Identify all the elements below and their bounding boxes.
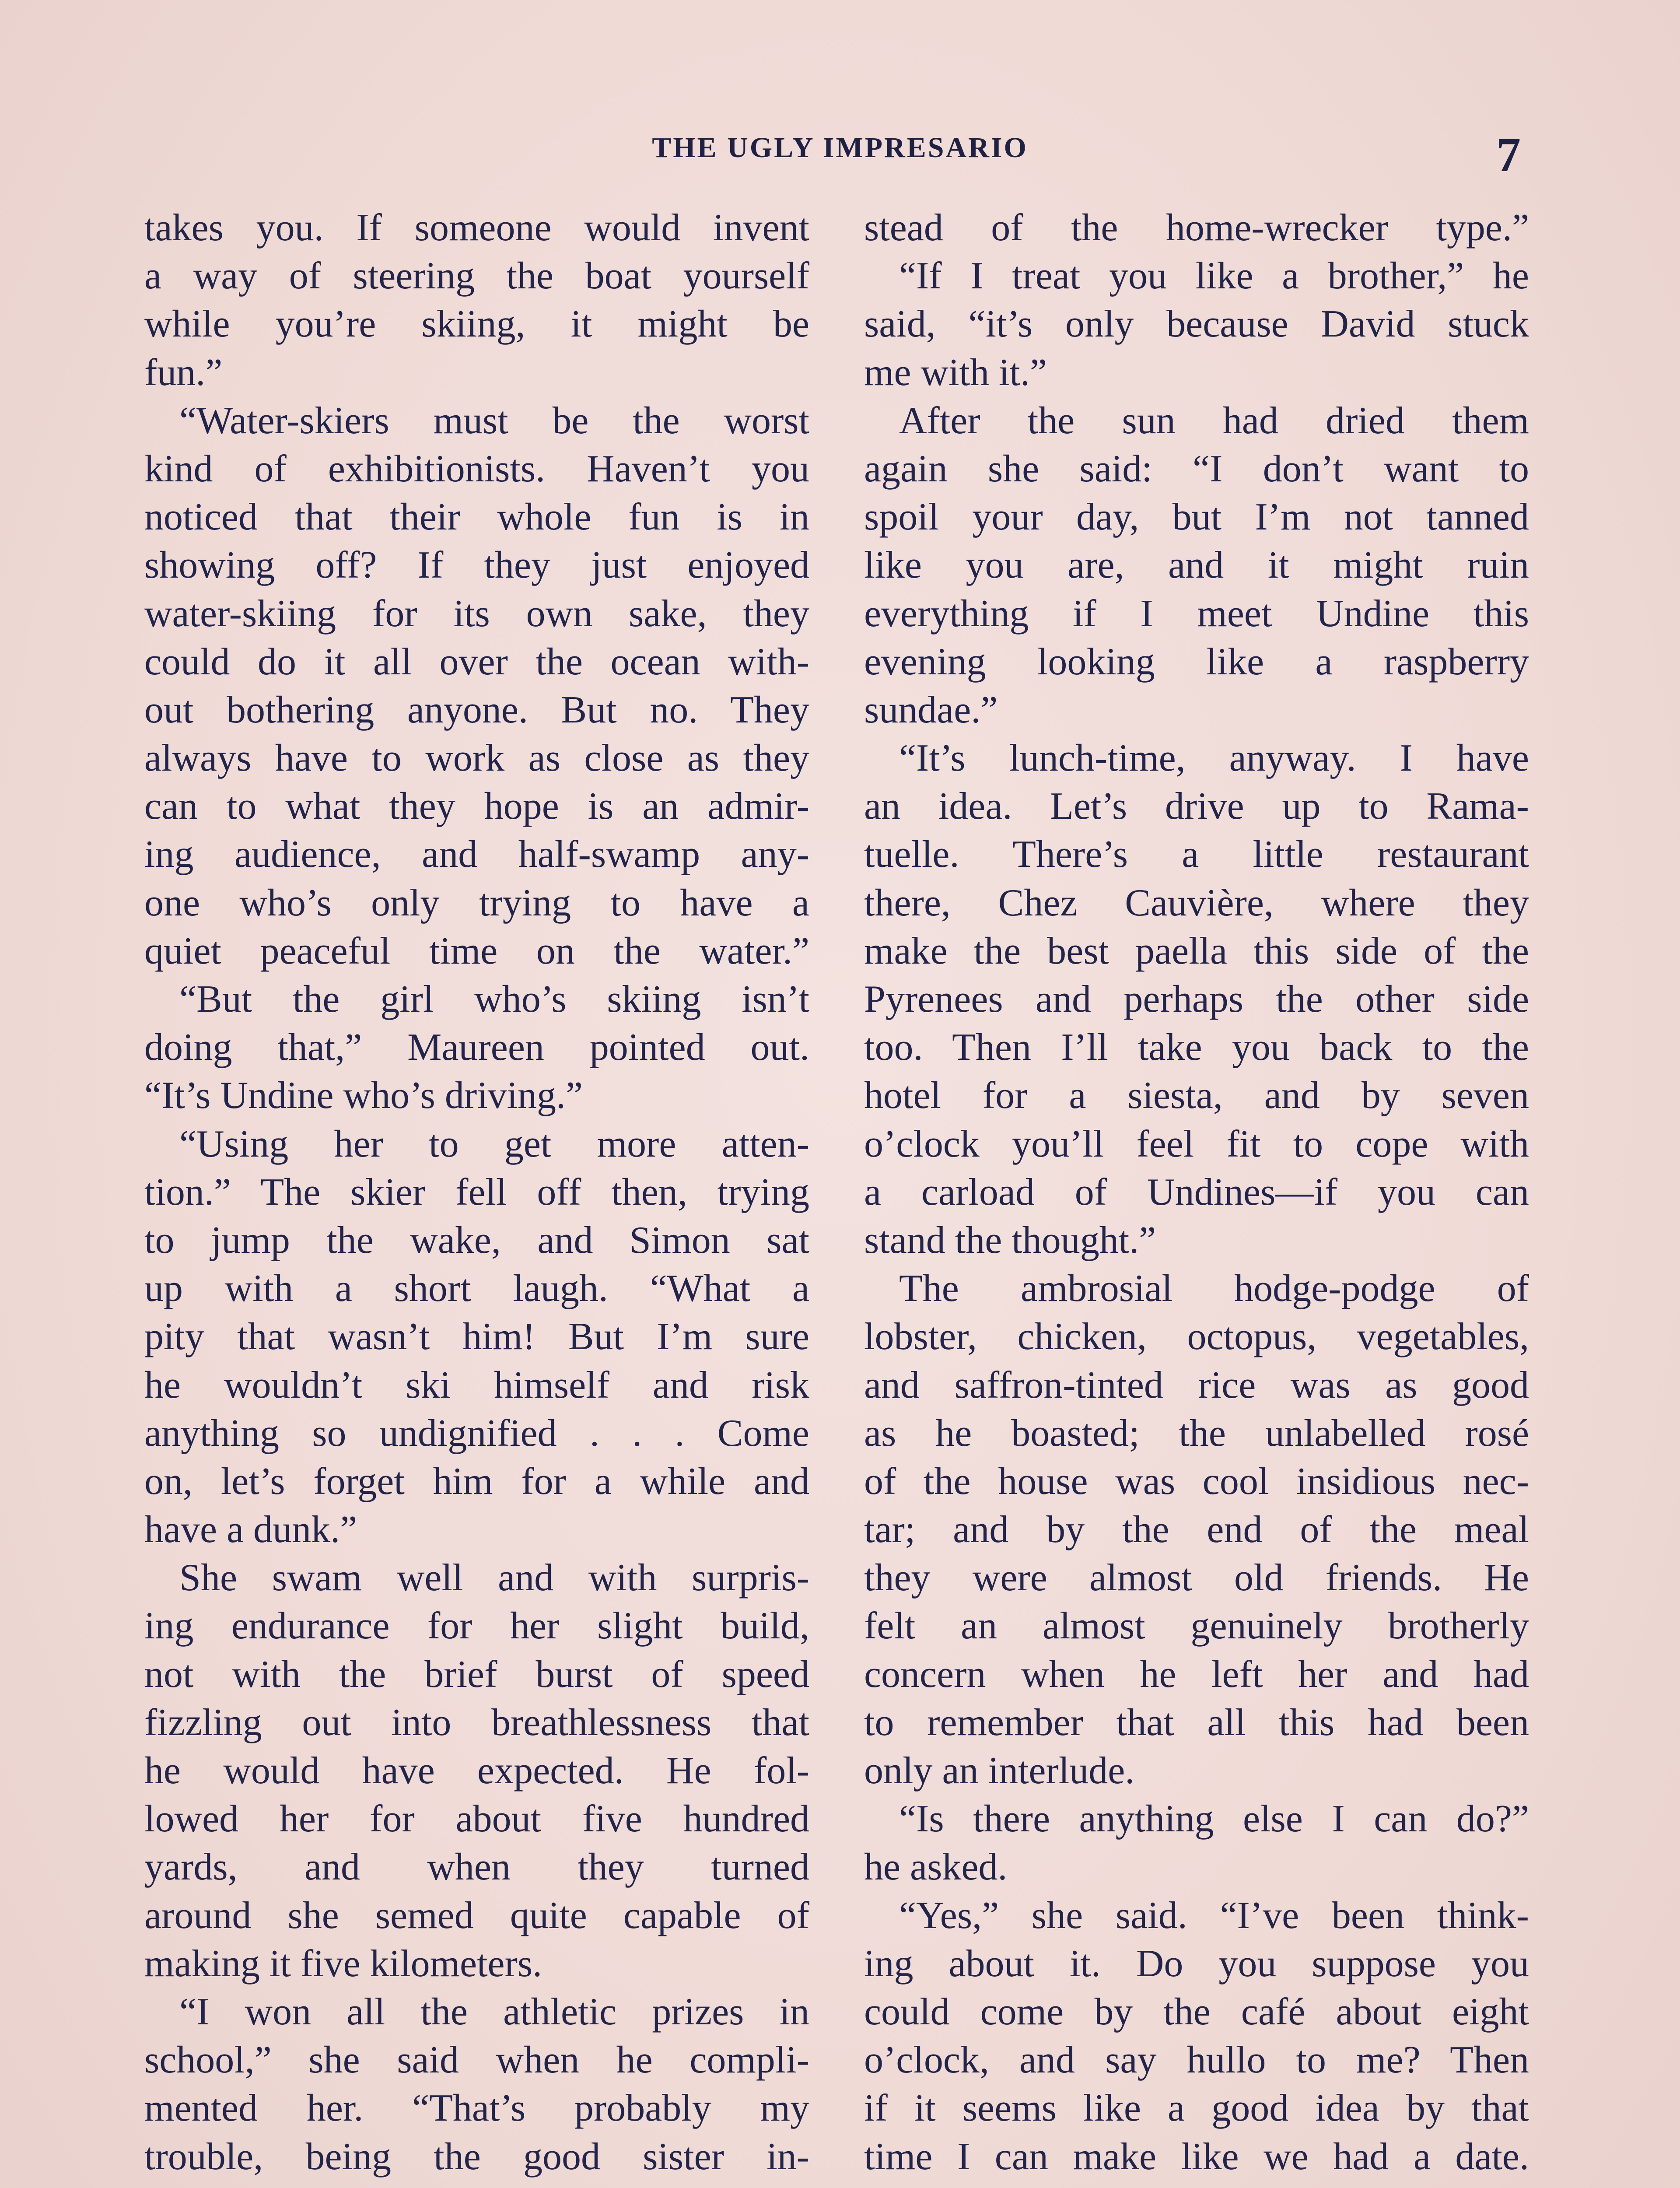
text-line: doing that,” Maureen pointed out. — [144, 1026, 809, 1069]
text-line: up with a short laugh. “What a — [144, 1267, 809, 1310]
text-line: trouble, being the good sister in- — [144, 2135, 809, 2178]
text-line: he asked. — [864, 1846, 1008, 1889]
text-line: while you’re skiing, it might be — [144, 303, 809, 346]
text-line: as he boasted; the unlabelled rosé — [864, 1412, 1529, 1455]
text-line: “Is there anything else I can do?” — [899, 1798, 1529, 1841]
text-line: again she said: “I don’t want to — [864, 447, 1529, 490]
text-line: “It’s lunch-time, anyway. I have — [899, 737, 1529, 780]
text-line: fizzling out into breathlessness that — [144, 1701, 809, 1744]
text-line: takes you. If someone would invent — [144, 207, 809, 249]
text-line: After the sun had dried them — [899, 399, 1529, 442]
text-line: The ambrosial hodge-podge of — [899, 1267, 1529, 1310]
text-line: everything if I meet Undine this — [864, 592, 1529, 635]
text-line: fun.” — [144, 351, 223, 394]
text-line: “If I treat you like a brother,” he — [899, 255, 1529, 298]
running-head: THE UGLY IMPRESARIO — [652, 132, 1028, 164]
text-line: me with it.” — [864, 351, 1047, 394]
text-line: anything so undignified . . . Come — [144, 1412, 809, 1455]
text-line: one who’s only trying to have a — [144, 881, 809, 924]
text-line: hotel for a siesta, and by seven — [864, 1074, 1529, 1117]
text-line: mented her. “That’s probably my — [144, 2087, 809, 2130]
text-line: if it seems like a good idea by that — [864, 2087, 1529, 2130]
page-number: 7 — [1496, 128, 1521, 182]
text-line: ing endurance for her slight build, — [144, 1605, 809, 1648]
text-line: “Water-skiers must be the worst — [179, 399, 809, 442]
text-line: evening looking like a raspberry — [864, 640, 1529, 683]
text-line: tuelle. There’s a little restaurant — [864, 833, 1529, 876]
text-line: school,” she said when he compli- — [144, 2039, 809, 2082]
text-line: could come by the café about eight — [864, 1990, 1529, 2033]
text-line: pity that wasn’t him! But I’m sure — [144, 1315, 809, 1358]
text-line: sundae.” — [864, 688, 998, 731]
text-line: could do it all over the ocean with- — [144, 640, 809, 683]
text-line: can to what they hope is an admir- — [144, 785, 809, 828]
left-text-column — [144, 204, 809, 2188]
text-line: “Using her to get more atten- — [179, 1122, 809, 1165]
text-line: to jump the wake, and Simon sat — [144, 1219, 809, 1262]
text-line: tion.” The skier fell off then, trying — [144, 1171, 809, 1213]
text-line: making it five kilometers. — [144, 1942, 542, 1985]
text-line: kind of exhibitionists. Haven’t you — [144, 447, 809, 490]
text-line: ing audience, and half-swamp any- — [144, 833, 809, 876]
text-line: o’clock you’ll feel fit to cope with — [864, 1122, 1529, 1165]
text-line: “But the girl who’s skiing isn’t — [179, 978, 809, 1020]
text-line: only an interlude. — [864, 1750, 1135, 1792]
text-line: make the best paella this side of the — [864, 929, 1529, 972]
text-line: ing about it. Do you suppose you — [864, 1942, 1529, 1985]
text-line: like you are, and it might ruin — [864, 544, 1529, 587]
text-line: and saffron-tinted rice was as good — [864, 1364, 1529, 1406]
text-line: an idea. Let’s drive up to Rama- — [864, 785, 1529, 828]
text-line: to remember that all this had been — [864, 1701, 1529, 1744]
text-line: lobster, chicken, octopus, vegetables, — [864, 1315, 1529, 1358]
text-line: he wouldn’t ski himself and risk — [144, 1364, 809, 1406]
text-line: She swam well and with surpris- — [179, 1557, 809, 1599]
text-line: showing off? If they just enjoyed — [144, 544, 809, 587]
text-line: yards, and when they turned — [144, 1846, 809, 1889]
text-line: stand the thought.” — [864, 1219, 1156, 1262]
text-line: water-skiing for its own sake, they — [144, 592, 809, 635]
right-text-column — [864, 204, 1529, 2188]
text-line: too. Then I’ll take you back to the — [864, 1026, 1529, 1069]
text-line: o’clock, and say hullo to me? Then — [864, 2039, 1529, 2082]
text-line: he would have expected. He fol- — [144, 1750, 809, 1792]
text-line: tar; and by the end of the meal — [864, 1508, 1529, 1551]
text-line: Pyrenees and perhaps the other side — [864, 978, 1529, 1020]
text-line: spoil your day, but I’m not tanned — [864, 496, 1529, 539]
text-line: concern when he left her and had — [864, 1653, 1529, 1696]
text-line: a carload of Undines—if you can — [864, 1171, 1529, 1213]
text-line: around she semed quite capable of — [144, 1894, 809, 1937]
text-line: “It’s Undine who’s driving.” — [144, 1074, 583, 1117]
text-line: they were almost old friends. He — [864, 1557, 1529, 1599]
text-line: have a dunk.” — [144, 1508, 357, 1551]
text-line: time I can make like we had a date. — [864, 2135, 1529, 2178]
text-line: there, Chez Cauvière, where they — [864, 881, 1529, 924]
text-line: a way of steering the boat yourself — [144, 255, 809, 298]
text-line: “I won all the athletic prizes in — [179, 1990, 809, 2033]
text-line: not with the brief burst of speed — [144, 1653, 809, 1696]
text-line: always have to work as close as they — [144, 737, 809, 780]
text-line: stead of the home-wrecker type.” — [864, 207, 1529, 249]
text-line: on, let’s forget him for a while and — [144, 1460, 809, 1503]
text-line: noticed that their whole fun is in — [144, 496, 809, 539]
text-line: of the house was cool insidious nec- — [864, 1460, 1529, 1503]
text-line: out bothering anyone. But no. They — [144, 688, 809, 731]
text-line: said, “it’s only because David stuck — [864, 303, 1529, 346]
text-line: felt an almost genuinely brotherly — [864, 1605, 1529, 1648]
text-line: “Yes,” she said. “I’ve been think- — [899, 1894, 1529, 1937]
text-line: lowed her for about five hundred — [144, 1798, 809, 1841]
text-line: quiet peaceful time on the water.” — [144, 929, 809, 972]
